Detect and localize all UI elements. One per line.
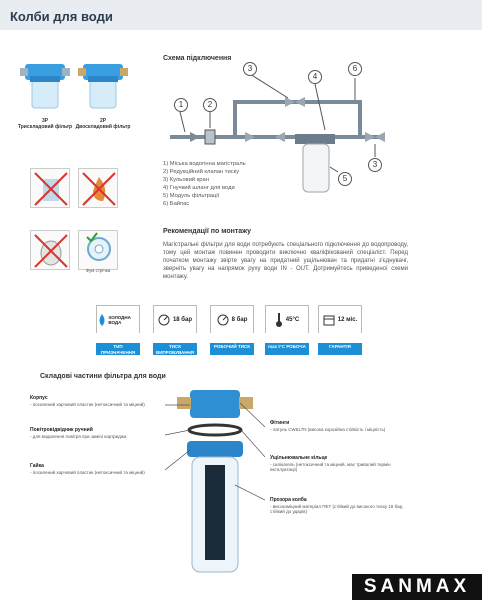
part-fittings <box>270 420 410 432</box>
badge-value: 8 бар <box>231 316 248 323</box>
gauge-icon <box>217 314 229 326</box>
scheme-number-2: 2 <box>203 98 217 112</box>
part-desc: - латунь CW617N (висока корозійна стійкість і міцність) <box>270 426 386 432</box>
part-body <box>30 395 165 407</box>
recommend-title: Рекомендації по монтажу <box>163 228 251 235</box>
product-name: Трискладовий фільтр <box>17 124 73 130</box>
product-code: 3P <box>41 118 49 124</box>
fum-tape-icon <box>78 230 118 273</box>
no-freezing-icon <box>30 230 70 270</box>
product-name: Двоскладовий фільтр <box>75 124 131 130</box>
scheme-number-4: 4 <box>308 70 322 84</box>
fum-label: Фум стрічка <box>85 268 111 273</box>
part-desc: - посилений харчовий пластик (нетоксичний та міцний) <box>30 469 145 475</box>
scheme-number-1: 1 <box>174 98 188 112</box>
part-nut <box>30 463 165 475</box>
badge-label: ГАРАНТІЯ <box>318 343 362 355</box>
legend-item: 6) Байпас <box>163 201 190 207</box>
badge-value: 18 бар <box>172 316 193 323</box>
badge-warranty <box>318 305 362 355</box>
part-desc: - для видалення повітря при заміні картриджа <box>30 433 127 439</box>
legend-item: 3) Кульовий кран <box>163 177 209 183</box>
scheme-number-5: 5 <box>338 172 352 186</box>
part-name: Прозора колба <box>270 497 307 503</box>
water-drop-icon <box>97 313 105 327</box>
badge-label: ТИСК ВИПРОБУВАННЯ <box>153 343 197 355</box>
badge-cold-water <box>96 305 140 355</box>
page-title: Колби для води <box>0 0 482 30</box>
part-name: Ущільнювальне кільце <box>270 455 328 461</box>
legend-item: 5) Модуль фільтрації <box>163 193 220 199</box>
product-3p <box>17 58 73 130</box>
brand-logo: SANMAX <box>352 574 482 600</box>
part-name: Повітровідвідник ручний <box>30 427 93 433</box>
scheme-title: Схема підключення <box>163 55 232 62</box>
badge-work-pressure <box>210 305 254 355</box>
thermometer-icon <box>275 312 283 328</box>
no-boiling-water-icon <box>30 168 70 208</box>
scheme-number-3: 3 <box>243 62 257 76</box>
badge-value: ХОЛОДНА ВОДА <box>108 314 131 325</box>
product-2p <box>75 58 131 130</box>
calendar-icon <box>323 314 335 326</box>
part-name: Корпус <box>30 395 48 401</box>
part-desc: - високоміцний матеріал ПЕТ (стійкий до високого тиску 18 бар, стійкий до ударів) <box>270 503 404 514</box>
badge-value: 45°C <box>285 316 300 323</box>
filter-parts-diagram <box>165 385 265 580</box>
part-name: Фітинги <box>270 420 290 426</box>
part-desc: - посилений харчовий пластик (нетоксичний та міцний) <box>30 401 145 407</box>
parts-title: Складові частини фільтра для води <box>40 373 166 380</box>
scheme-legend <box>163 160 246 208</box>
badge-label: max t°C РОБОЧА <box>265 343 309 355</box>
legend-item: 4) Гнучкий шланг для води <box>163 185 235 191</box>
scheme-number-3b: 3 <box>368 158 382 172</box>
badge-test-pressure <box>153 305 197 355</box>
scheme-number-6: 6 <box>348 62 362 76</box>
part-name: Гайка <box>30 463 44 469</box>
part-desc: - силікагель (нетоксичний та міцний, має тривалий термін експлуатації) <box>270 461 391 472</box>
gauge-icon <box>158 314 170 326</box>
legend-item: 2) Редукційний клапан тиску <box>163 169 240 175</box>
recommend-text: Магістральні фільтри для води потребують спеціального підключення до водопроводу, тому цей монтаж повинен проводити виключно кваліфікований спеціаліст. Перед початком монтажу звірте увагу на придатний ущільнювач та придатні з'єднувачі, зверніть увагу на напрямок руху води IN - OUT. Дотримуйтесь приведеної схеми монтажу. <box>163 242 408 280</box>
badge-temperature <box>265 305 309 355</box>
badge-value: 12 міс. <box>337 316 358 323</box>
part-clear-bowl <box>270 497 410 515</box>
badge-label: РОБОЧИЙ ТИСК <box>210 343 254 355</box>
product-code: 2P <box>99 118 107 124</box>
part-air-release <box>30 427 165 439</box>
no-fire-icon <box>78 168 118 208</box>
badge-label: ТИП ПРИЗНАЧЕННЯ <box>96 343 140 355</box>
part-seal-ring <box>270 455 410 473</box>
legend-item: 1) Міська водогінна магістраль <box>163 161 246 167</box>
